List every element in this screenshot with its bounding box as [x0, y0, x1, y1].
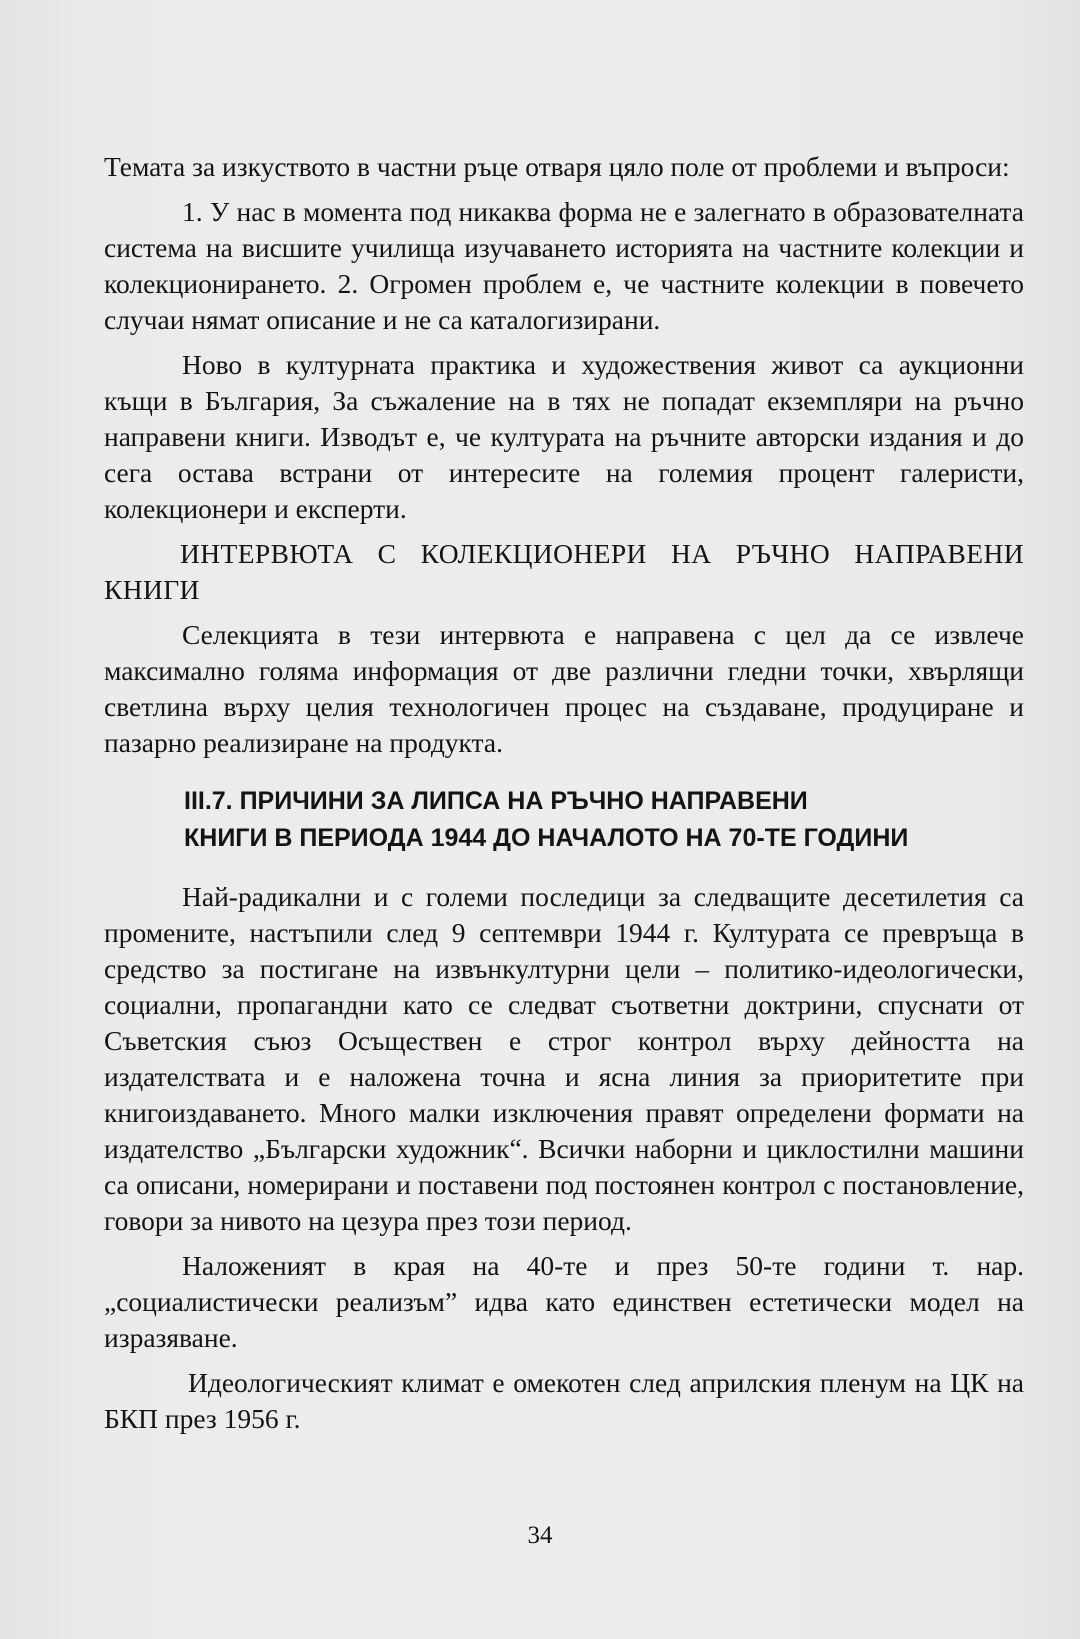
paragraph-interviews: Селекцията в тези интервюта е направена с цел да се извлече максимално голяма информация от две различни гледни точки, хвърлящи светлина върху целия технологичен процес на създаване, продуциране и пазарно реализиране на продукта. [104, 619, 1024, 758]
interview-heading: ИНТЕРВЮТА С КОЛЕКЦИОНЕРИ НА РЪЧНО НАПРАВЕНИ КНИГИ [104, 538, 1024, 605]
page-body [104, 149, 1024, 1446]
paragraph-radical-changes: Най-радикални и с големи последици за следващите десетилетия са промените, настъпили след 9 септември 1944 г. Културата се превръща в средство за постигане на извънкултурни цели – политико-идеологически, социални, пропагандни като се следват съответни доктрини, спуснати от Съветския съюз Осъществен е строг контрол върху дейността на издателствата и е наложена точна и ясна линия за приоритетите при книгоиздаването. Много малки изключения правят определени формати на издателство „Български художник“. Всички наборни и циклостилни машини са описани, номерирани и поставени под постоянен контрол с постановление, говори за нивото на цезура през този период. [104, 881, 1024, 1236]
paragraph-intro: Темата за изкуството в частни ръце отваря цяло поле от проблеми и въпроси: [104, 151, 1010, 182]
page-number: 34 [527, 1522, 553, 1549]
section-heading-line-2: КНИГИ В ПЕРИОДА 1944 ДО НАЧАЛОТО НА 70-ТЕ ГОДИНИ [184, 824, 909, 852]
paragraph-problems: 1. У нас в момента под никаква форма не е залегнато в образователната система на висшите училища изучаването историята на частните колекции и колекционирането. 2. Огромен проблем е, че частните колекции в повечето случаи нямат описание и не са каталогизирани. [104, 196, 1024, 335]
paragraph-socialist-realism: Наложеният в края на 40-те и през 50-те години т. нар. „социалистически реализъм” идва като единствен естетически модел на изразяване. [104, 1250, 1024, 1353]
paragraph-ideological-climate: Идеологическият климат е омекотен след априлския пленум на ЦК на БКП през 1956 г. [104, 1367, 1024, 1434]
section-heading [104, 783, 1024, 857]
section-heading-line-1: III.7. ПРИЧИНИ ЗА ЛИПСА НА РЪЧНО НАПРАВЕНИ [184, 787, 808, 815]
paragraph-auctions: Ново в културната практика и художествения живот са аукционни къщи в България, За съжаление на в тях не попадат екземпляри на ръчно направени книги. Изводът е, че културата на ръчните авторски издания и до сега остава встрани от интересите на големия процент галеристи, колекционери и експерти. [104, 349, 1024, 524]
